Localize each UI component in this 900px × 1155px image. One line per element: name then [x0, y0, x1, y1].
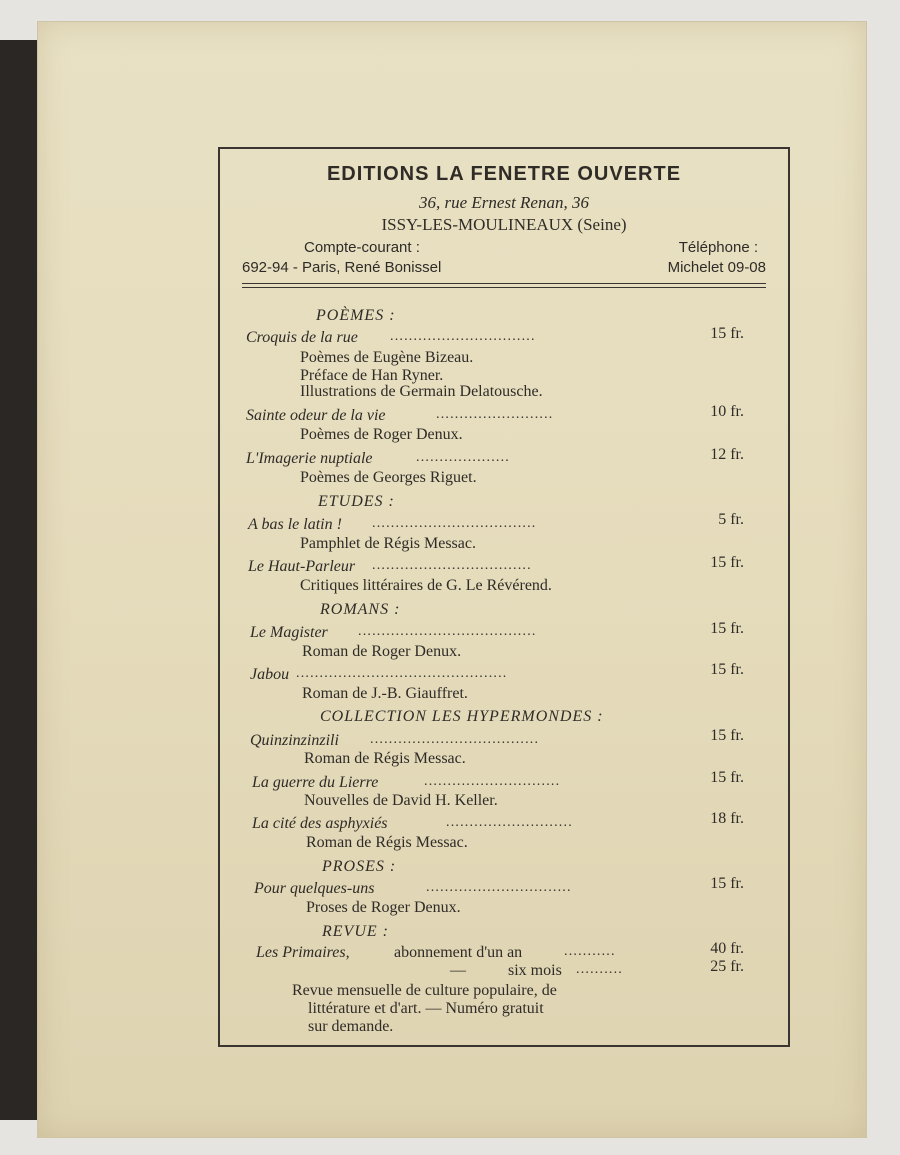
section-proses: PROSES : — [322, 858, 397, 875]
book-author: Roman de Roger Denux. — [302, 643, 462, 660]
leader-dots: ........................... — [446, 815, 573, 830]
leader-dots: ......................... — [436, 407, 554, 422]
revue-subscription-year: abonnement d'un an — [394, 944, 523, 961]
header-rule-bottom — [242, 287, 766, 288]
book-author: Roman de Régis Messac. — [304, 750, 466, 767]
leader-dots: .................... — [416, 450, 510, 465]
phone-value: Michelet 09-08 — [667, 259, 766, 276]
book-preface: Préface de Han Ryner. — [300, 367, 444, 384]
section-poemes: POÈMES : — [316, 307, 396, 324]
revue-subscription-six-months: six mois — [508, 962, 562, 979]
leader-dots: .................................. — [372, 558, 532, 573]
account-value: 692-94 - Paris, René Bonissel — [242, 259, 442, 276]
publisher-city: ISSY-LES-MOULINEAUX (Seine) — [381, 215, 627, 234]
book-price: 12 fr. — [710, 446, 744, 463]
revue-price-six-months: 25 fr. — [710, 958, 744, 975]
book-title: La guerre du Lierre — [252, 774, 379, 791]
book-title: Sainte odeur de la vie — [246, 407, 386, 424]
book-price: 15 fr. — [710, 769, 744, 786]
book-title: Jabou — [250, 666, 290, 683]
book-title: La cité des asphyxiés — [252, 815, 388, 832]
book-title: A bas le latin ! — [248, 516, 342, 533]
leader-dots: .................................... — [370, 732, 540, 747]
section-etudes: ETUDES : — [318, 493, 395, 510]
publisher-address: 36, rue Ernest Renan, 36 — [419, 193, 589, 212]
book-author: Critiques littéraires de G. Le Révérend. — [300, 577, 552, 594]
book-title: Croquis de la rue — [246, 329, 358, 346]
book-price: 10 fr. — [710, 403, 744, 420]
publisher-name: EDITIONS LA FENETRE OUVERTE — [326, 163, 682, 185]
revue-description: sur demande. — [308, 1018, 394, 1035]
leader-dots: ............................. — [424, 774, 561, 789]
leader-dots: ............................... — [390, 329, 536, 344]
leader-dots: ........... — [564, 944, 616, 959]
book-author: Poèmes de Eugène Bizeau. — [300, 349, 474, 366]
book-price: 5 fr. — [718, 511, 744, 528]
book-price: 15 fr. — [710, 727, 744, 744]
book-title: L'Imagerie nuptiale — [246, 450, 373, 467]
section-romans: ROMANS : — [320, 601, 401, 618]
book-author: Poèmes de Georges Riguet. — [300, 469, 477, 486]
book-author: Roman de Régis Messac. — [306, 834, 468, 851]
book-back-cover — [38, 22, 866, 1137]
book-price: 15 fr. — [710, 620, 744, 637]
book-author: Pamphlet de Régis Messac. — [300, 535, 476, 552]
account-label: Compte-courant : — [304, 239, 420, 256]
book-price: 15 fr. — [710, 875, 744, 892]
leader-dots: ............................... — [426, 880, 572, 895]
book-author: Nouvelles de David H. Keller. — [304, 792, 498, 809]
book-title: Le Magister — [250, 624, 328, 641]
leader-dots: ............................................. — [296, 666, 508, 681]
leader-dots: ...................................... — [358, 624, 537, 639]
leader-dots: ................................... — [372, 516, 537, 531]
book-title: Pour quelques-uns — [254, 880, 375, 897]
phone-label: Téléphone : — [678, 239, 758, 256]
revue-price-year: 40 fr. — [710, 940, 744, 957]
book-title: Le Haut-Parleur — [248, 558, 356, 575]
section-revue: REVUE : — [322, 923, 389, 940]
revue-description: Revue mensuelle de culture populaire, de — [292, 982, 557, 999]
book-illustrations: Illustrations de Germain Delatousche. — [300, 383, 543, 400]
book-author: Poèmes de Roger Denux. — [300, 426, 463, 443]
book-price: 15 fr. — [710, 325, 744, 342]
revue-title: Les Primaires, — [256, 944, 350, 961]
book-author: Roman de J.-B. Giauffret. — [302, 685, 468, 702]
section-collection: COLLECTION LES HYPERMONDES : — [320, 708, 604, 725]
leader-dots: .......... — [576, 962, 623, 977]
catalog-frame — [218, 147, 790, 1047]
ditto-dash: — — [450, 962, 466, 979]
book-price: 15 fr. — [710, 554, 744, 571]
book-author: Proses de Roger Denux. — [306, 899, 461, 916]
book-price: 15 fr. — [710, 661, 744, 678]
revue-description: littérature et d'art. — Numéro gratuit — [308, 1000, 544, 1017]
header-rule-top — [242, 283, 766, 284]
book-price: 18 fr. — [710, 810, 744, 827]
book-title: Quinzinzinzili — [250, 732, 339, 749]
